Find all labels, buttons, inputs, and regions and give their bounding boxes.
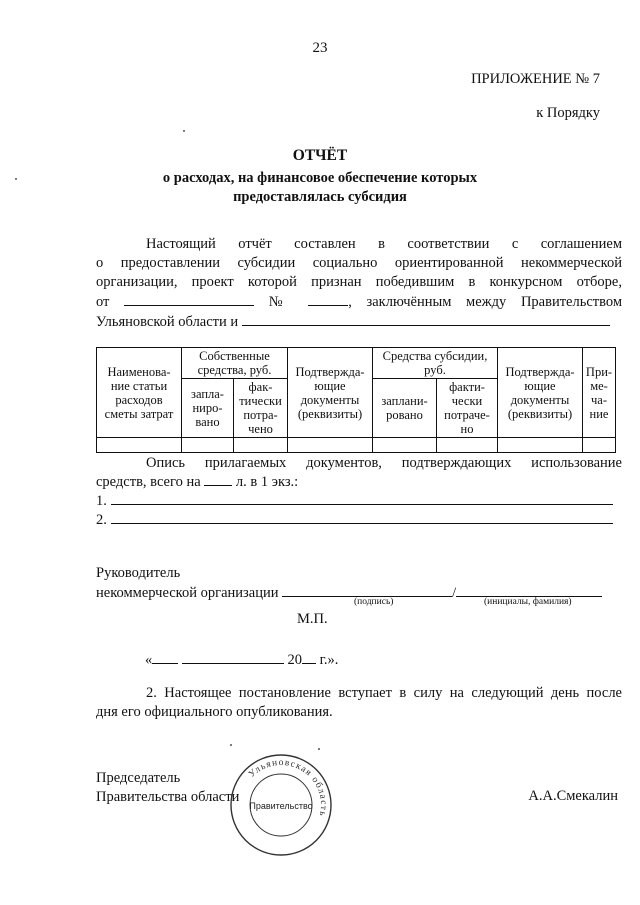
cell-own-actual <box>234 438 288 453</box>
caption-signature: (подпись) <box>354 597 394 607</box>
signature-slash: / <box>452 585 457 601</box>
intro-line-4 <box>96 292 622 312</box>
documents-list <box>96 454 622 529</box>
official-seal <box>228 752 334 858</box>
date-suffix: г.». <box>319 652 339 668</box>
intro-line-3: организации, проект которой признан победившим в конкурсном отборе, <box>96 274 622 290</box>
cell-subsidy-planned <box>373 438 437 453</box>
year-blank <box>302 650 316 664</box>
organization-blank <box>242 312 610 326</box>
signature-blank <box>282 583 452 597</box>
initials-blank <box>456 583 602 597</box>
header-supporting-docs-1: Подтвержда-ющие документы (реквизиты) <box>288 348 373 438</box>
header-subsidy-funds: Средства субсидии, руб. <box>373 348 498 379</box>
intro-concluded-with: , заключённым между Правительством <box>348 294 623 310</box>
page-number: 23 <box>312 40 328 56</box>
date-year: 20 <box>287 652 302 668</box>
intro-line-1: Настоящий отчёт составлен в соответствии с соглашением <box>146 236 622 252</box>
intro-line-5 <box>96 312 622 332</box>
header-subsidy-planned: заплани-ровано <box>373 379 437 438</box>
cell-docs-2 <box>498 438 583 453</box>
header-own-planned: запла-ниро-вано <box>182 379 234 438</box>
list-item-number-1: 1. <box>96 493 107 509</box>
list-item-blank-1 <box>111 491 613 505</box>
scan-speck <box>183 130 185 132</box>
docs-list-intro: Опись прилагаемых документов, подтверждающих использование <box>146 455 622 471</box>
docs-count-prefix: средств, всего на <box>96 474 201 490</box>
header-notes: При-ме-ча-ние <box>583 348 616 438</box>
number-blank <box>308 292 348 306</box>
list-item-number-2: 2. <box>96 512 107 528</box>
seal-ring-text: Ульяновская область <box>247 757 329 818</box>
head-role-org: некоммерческой организации <box>96 585 279 601</box>
appendix-number: ПРИЛОЖЕНИЕ № 7 <box>471 71 600 87</box>
caption-initials: (инициалы, фамилия) <box>484 597 572 607</box>
seal-center-text: Правительство <box>249 801 313 811</box>
closing-line-2: дня его официального опубликования. <box>96 704 333 720</box>
cell-docs-1 <box>288 438 373 453</box>
intro-number-sign: № <box>268 294 294 310</box>
intro-line-2: о предоставлении субсидии социально ориентированной некоммерческой <box>96 255 622 271</box>
intro-paragraph <box>96 235 622 332</box>
cell-notes <box>583 438 616 453</box>
title-sub-line-2: предоставлялась субсидия <box>233 189 407 205</box>
cell-subsidy-actual <box>437 438 498 453</box>
expense-table <box>96 347 616 453</box>
closing-line-1: 2. Настоящее постановление вступает в силу на следующий день после <box>146 685 622 701</box>
title-main: ОТЧЁТ <box>292 147 348 164</box>
cell-own-planned <box>182 438 234 453</box>
report-title <box>0 146 640 207</box>
docs-list-count-line <box>96 472 622 491</box>
cell-expense-item <box>97 438 182 453</box>
chairman-role-2: Правительства области <box>96 789 240 805</box>
month-blank <box>182 650 284 664</box>
table-row <box>97 438 616 453</box>
list-item <box>96 510 622 529</box>
docs-count-suffix: л. в 1 экз.: <box>235 474 299 490</box>
header-subsidy-actual: факти-чески потраче-но <box>437 379 498 438</box>
day-blank <box>152 650 178 664</box>
chairman-name: А.А.Смекалин <box>528 788 618 804</box>
list-item-blank-2 <box>111 510 613 524</box>
scan-speck <box>15 178 17 180</box>
head-role-line-1: Руководитель <box>96 565 181 581</box>
chairman-role-1: Председатель <box>96 770 181 786</box>
pages-blank <box>204 472 232 486</box>
header-own-funds: Собственные средства, руб. <box>182 348 288 379</box>
date-blank <box>124 292 254 306</box>
intro-region: Ульяновской области и <box>96 314 239 330</box>
stamp-place: М.П. <box>297 611 328 627</box>
date-line: « 20 г.». <box>145 652 339 668</box>
intro-from-word: от <box>96 294 110 310</box>
scan-speck <box>318 748 320 750</box>
list-item <box>96 491 622 510</box>
header-expense-item: Наименова-ние статьи расходов сметы затрат <box>97 348 182 438</box>
header-own-actual: фак-тически потра-чено <box>234 379 288 438</box>
appendix-block <box>471 62 600 130</box>
chairman-block <box>96 769 239 807</box>
closing-paragraph <box>96 684 622 722</box>
header-supporting-docs-2: Подтвержда-ющие документы (реквизиты) <box>498 348 583 438</box>
scan-speck <box>230 744 232 746</box>
title-sub-line-1: о расходах, на финансовое обеспечение которых <box>162 170 478 186</box>
appendix-reference: к Порядку <box>536 105 600 121</box>
